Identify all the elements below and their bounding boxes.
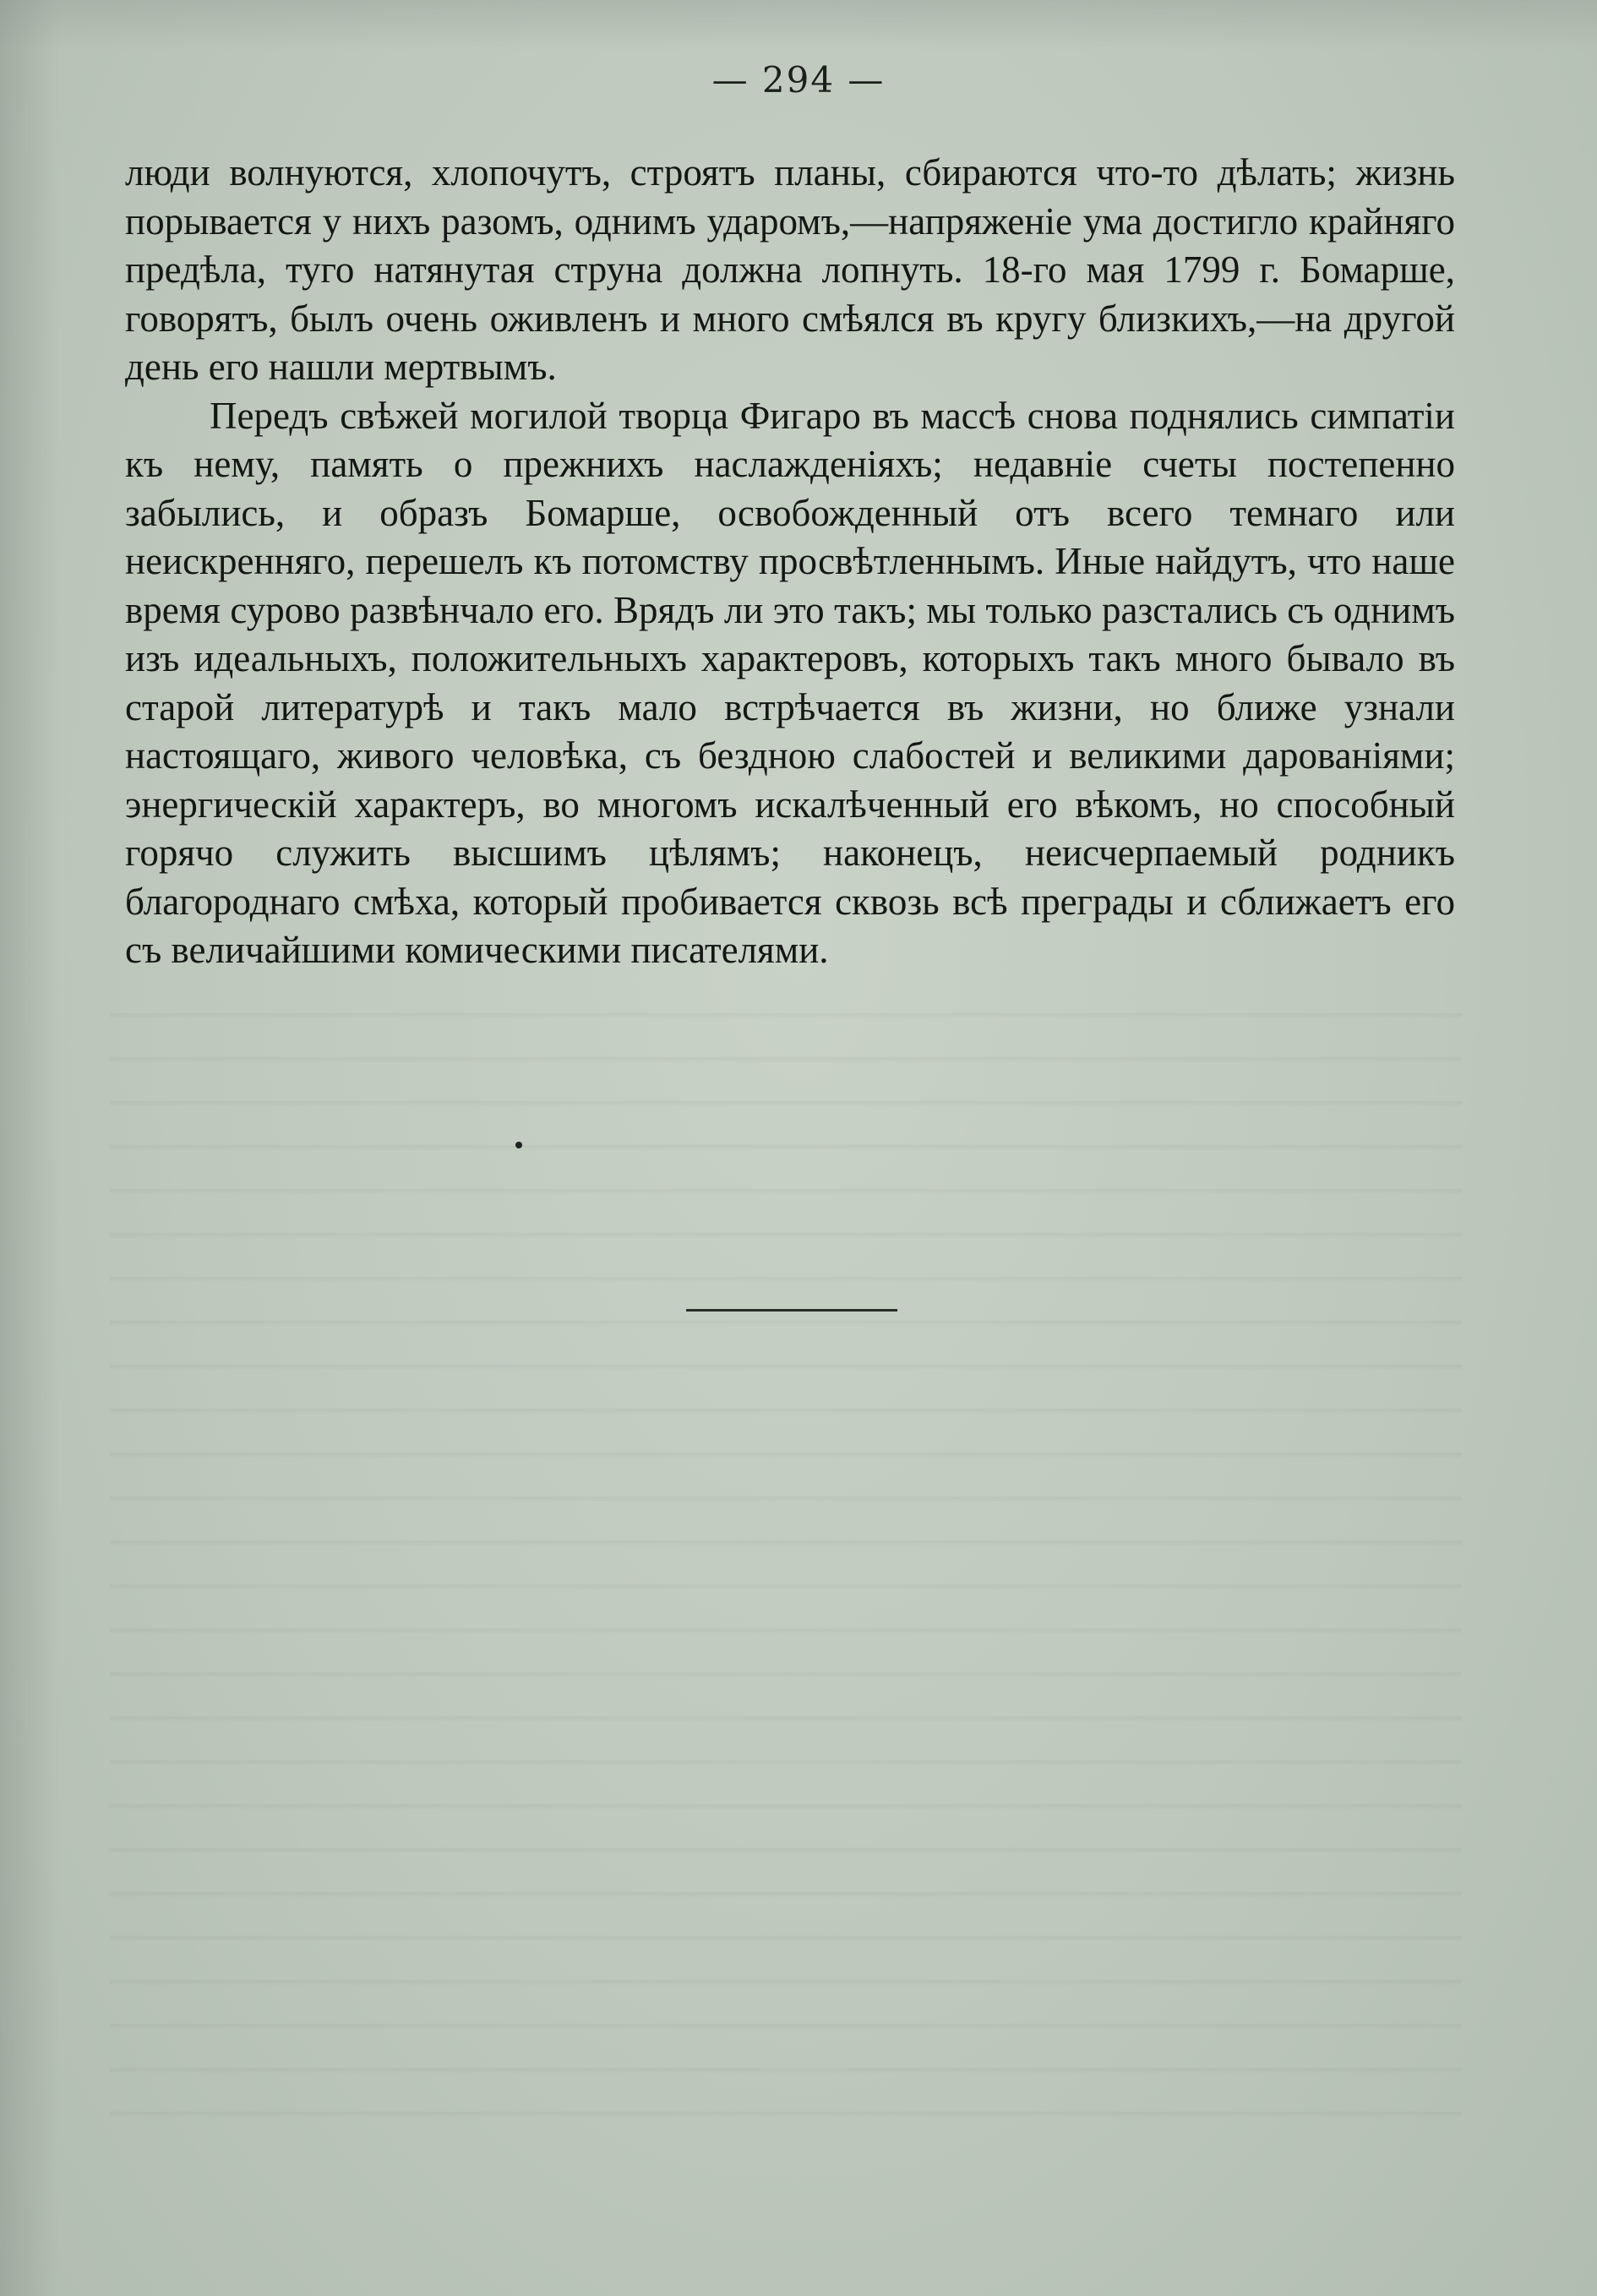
page-top-shadow: [0, 0, 1597, 51]
ink-speck: [515, 1142, 522, 1148]
page-gutter-shadow: [0, 0, 59, 2296]
page-number: — 294 —: [711, 59, 886, 101]
body-text: [125, 149, 1455, 975]
section-end-rule: [686, 1309, 897, 1312]
paragraph-2: Передъ свѣжей могилой творца Фигаро въ массѣ снова поднялись симпатіи къ нему, память о прежнихъ наслажденіяхъ; недавніе счеты постепенно забылись, и образъ Бомарше, освобожденный отъ всего темнаго или неискренняго, перешелъ къ потомству просвѣтленнымъ. Иные найдутъ, что наше время сурово развѣнчало его. Врядъ ли это такъ; мы только разстались съ однимъ изъ идеальныхъ, положительныхъ характеровъ, которыхъ такъ много бывало въ старой литературѣ и такъ мало встрѣчается въ жизни, но ближе узнали настоящаго, живого человѣка, съ бездною слабостей и великими дарованіями; энергическій характеръ, во многомъ искалѣченный его вѣкомъ, но способный горячо служить высшимъ цѣлямъ; наконецъ, неисчерпаемый родникъ благороднаго смѣха, который пробивается сквозь всѣ преграды и сближаетъ его съ величайшими комическими писателями.: [125, 394, 1455, 971]
paragraph-1: люди волнуются, хлопочутъ, строятъ планы, сбираются что-то дѣлать; жизнь порывается у нихъ разомъ, однимъ ударомъ,—напряженіе ума достигло крайняго предѣла, туго натянутая струна должна лопнуть. 18-го мая 1799 г. Бомарше, говорятъ, былъ очень оживленъ и много смѣялся въ кругу близкихъ,—на другой день его нашли мертвымъ.: [125, 151, 1455, 388]
bleed-through-text: [110, 980, 1462, 2146]
